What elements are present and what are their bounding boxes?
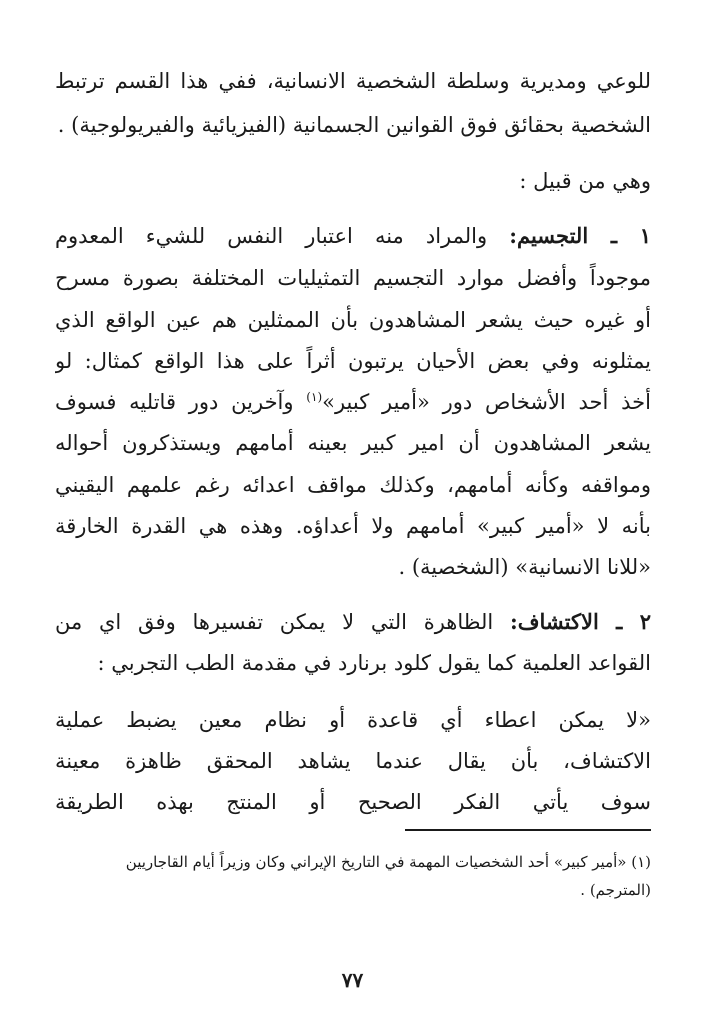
item-2-heading: ٢ ـ الاكتشاف: bbox=[509, 609, 651, 634]
footnote-line: (١) «أمير كبير» أحد الشخصيات المهمة في التاريخ الإيراني وكان وزيراً أيام القاجاريين bbox=[125, 853, 651, 871]
footnote-separator bbox=[405, 829, 651, 831]
item-1-first-line-text: والمراد منه اعتبار النفس للشيء المعدوم bbox=[55, 224, 488, 248]
body-text-line: للوعي ومديرية وسلطة الشخصية الانسانية، ففي هذا القسم ترتبط bbox=[55, 69, 651, 93]
body-text-segment: أخذ أحد الأشخاص دور «أمير كبير» bbox=[322, 390, 651, 414]
body-text-line: يشعر المشاهدون أن امير كبير بعينه أمامهم ويستذكرون أحواله bbox=[55, 431, 651, 455]
footnote-reference: (١) bbox=[306, 390, 323, 404]
quote-line: «لا يمكن اعطاء أي قاعدة أو نظام معين يضبط عملية bbox=[55, 708, 651, 732]
body-text-line: موجوداً وأفضل موارد التجسيم التمثيليات المختلفة بصورة مسرح bbox=[55, 266, 651, 290]
item-2-first-line bbox=[55, 607, 651, 637]
quote-line: الاكتشاف، بأن يقال عندما يشاهد المحقق ظاهزة معينة bbox=[55, 749, 651, 773]
body-text-line: الشخصية بحقائق فوق القوانين الجسمانية (الفيزيائية والفيريولوجية) . bbox=[57, 113, 651, 137]
body-text-line: يمثلونه وفي بعض الأحيان يرتبون أثراً على هذا الواقع كمثال: لو bbox=[55, 349, 651, 373]
page-number: ٧٧ bbox=[341, 968, 364, 992]
body-text-line: وهي من قبيل : bbox=[519, 169, 651, 193]
body-text-segment: وآخرين دور قاتليه فسوف bbox=[55, 390, 294, 414]
item-2-first-line-text: الظاهرة التي لا يمكن تفسيرها وفق اي من bbox=[55, 610, 494, 634]
body-text-line: «للانا الانسانية» (الشخصية) . bbox=[398, 555, 651, 579]
item-1-heading: ١ ـ التجسيم: bbox=[509, 223, 651, 248]
body-text-line: القواعد العلمية كما يقول كلود برنارد في مقدمة الطب التجربي : bbox=[97, 651, 651, 675]
item-1-first-line bbox=[55, 221, 651, 251]
body-text-line: بأنه لا «أمير كبير» أمامهم ولا أعداؤه. وهذه هي القدرة الخارقة bbox=[55, 514, 651, 538]
footnote-line: (المترجم) . bbox=[580, 881, 651, 899]
body-text-line: أو غيره حيث يشعر المشاهدون بأن الممثلين هم عين الواقع الذي bbox=[55, 308, 651, 332]
quote-line: سوف يأتي الفكر الصحيح أو المنتج بهذه الطريقة bbox=[55, 790, 651, 814]
body-text-line: ومواقفه وكأنه أمامهم، وكذلك مواقف اعدائه رغم علمهم اليقيني bbox=[55, 473, 651, 497]
item-1-line-with-footnote-ref bbox=[55, 387, 651, 417]
